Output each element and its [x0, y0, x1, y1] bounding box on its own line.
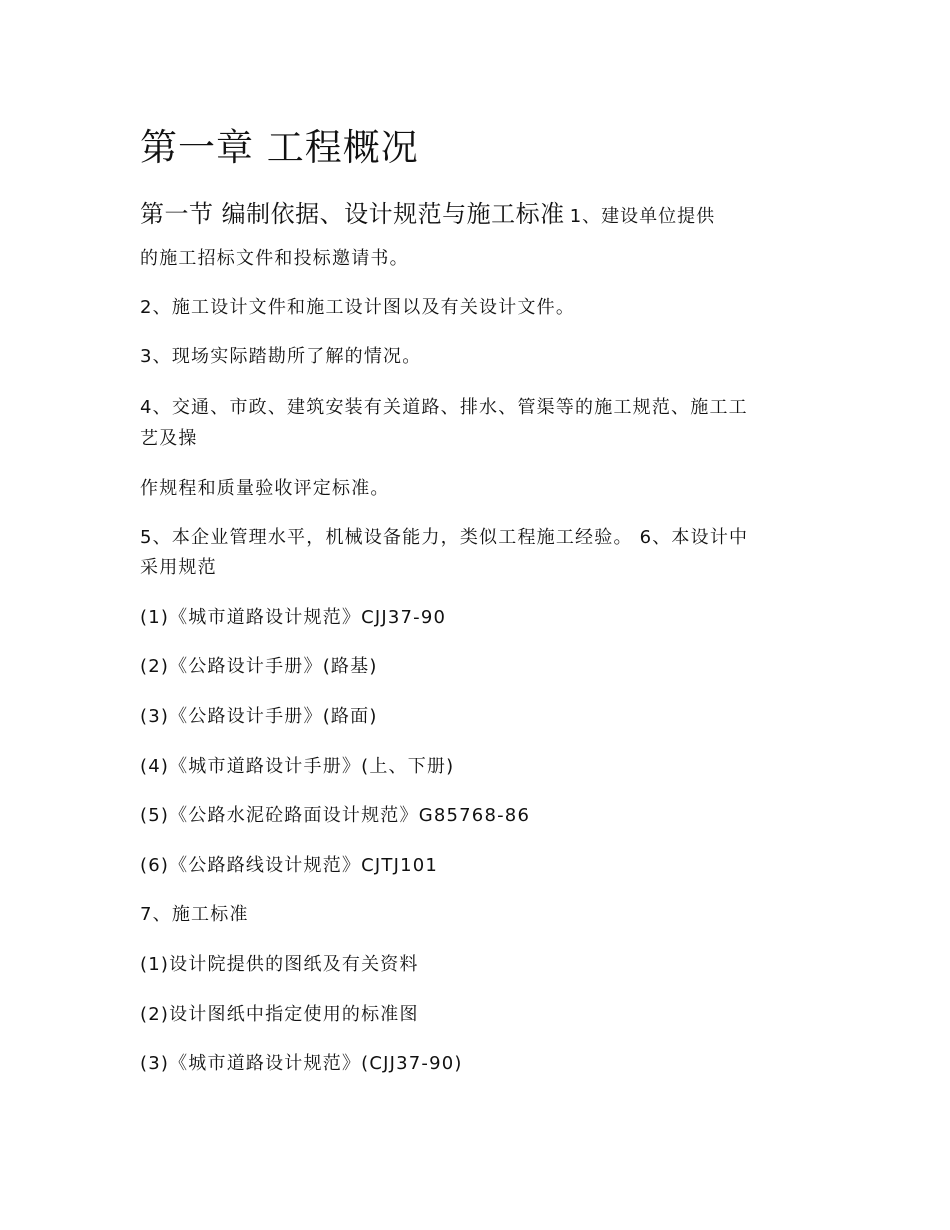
text-line: (5)《公路水泥砼路面设计规范》G85768-86 [140, 805, 531, 826]
text-line: 采用规范 [140, 557, 217, 578]
section-tail-text: 1、建设单位提供 [569, 206, 716, 227]
section-heading-line [140, 196, 715, 235]
text-line: 的施工招标文件和投标邀请书。 [140, 248, 409, 269]
text-line: 4、交通、市政、建筑安装有关道路、排水、管渠等的施工规范、施工工 [140, 397, 748, 418]
text-line: (2)《公路设计手册》(路基) [140, 656, 378, 677]
text-line: 作规程和质量验收评定标准。 [140, 478, 390, 499]
text-line: (1)设计院提供的图纸及有关资料 [140, 954, 419, 975]
text-line: (1)《城市道路设计规范》CJJ37-90 [140, 607, 447, 628]
text-line: 2、施工设计文件和施工设计图以及有关设计文件。 [140, 297, 576, 318]
text-line: 艺及操 [140, 428, 198, 449]
text-line: (3)《城市道路设计规范》(CJJ37-90) [140, 1053, 463, 1074]
chapter-title: 第一章 工程概况 [140, 126, 419, 169]
text-line: 7、施工标准 [140, 904, 249, 925]
text-line: (2)设计图纸中指定使用的标准图 [140, 1004, 419, 1025]
text-line: 5、本企业管理水平，机械设备能力，类似工程施工经验。 6、本设计中 [140, 527, 749, 548]
section-title: 第一节 编制依据、设计规范与施工标准 [140, 200, 565, 228]
text-line: (3)《公路设计手册》(路面) [140, 706, 378, 727]
text-line: (6)《公路路线设计规范》CJTJ101 [140, 855, 439, 876]
text-line: (4)《城市道路设计手册》(上、下册) [140, 756, 455, 777]
text-line: 3、现场实际踏勘所了解的情况。 [140, 346, 422, 367]
